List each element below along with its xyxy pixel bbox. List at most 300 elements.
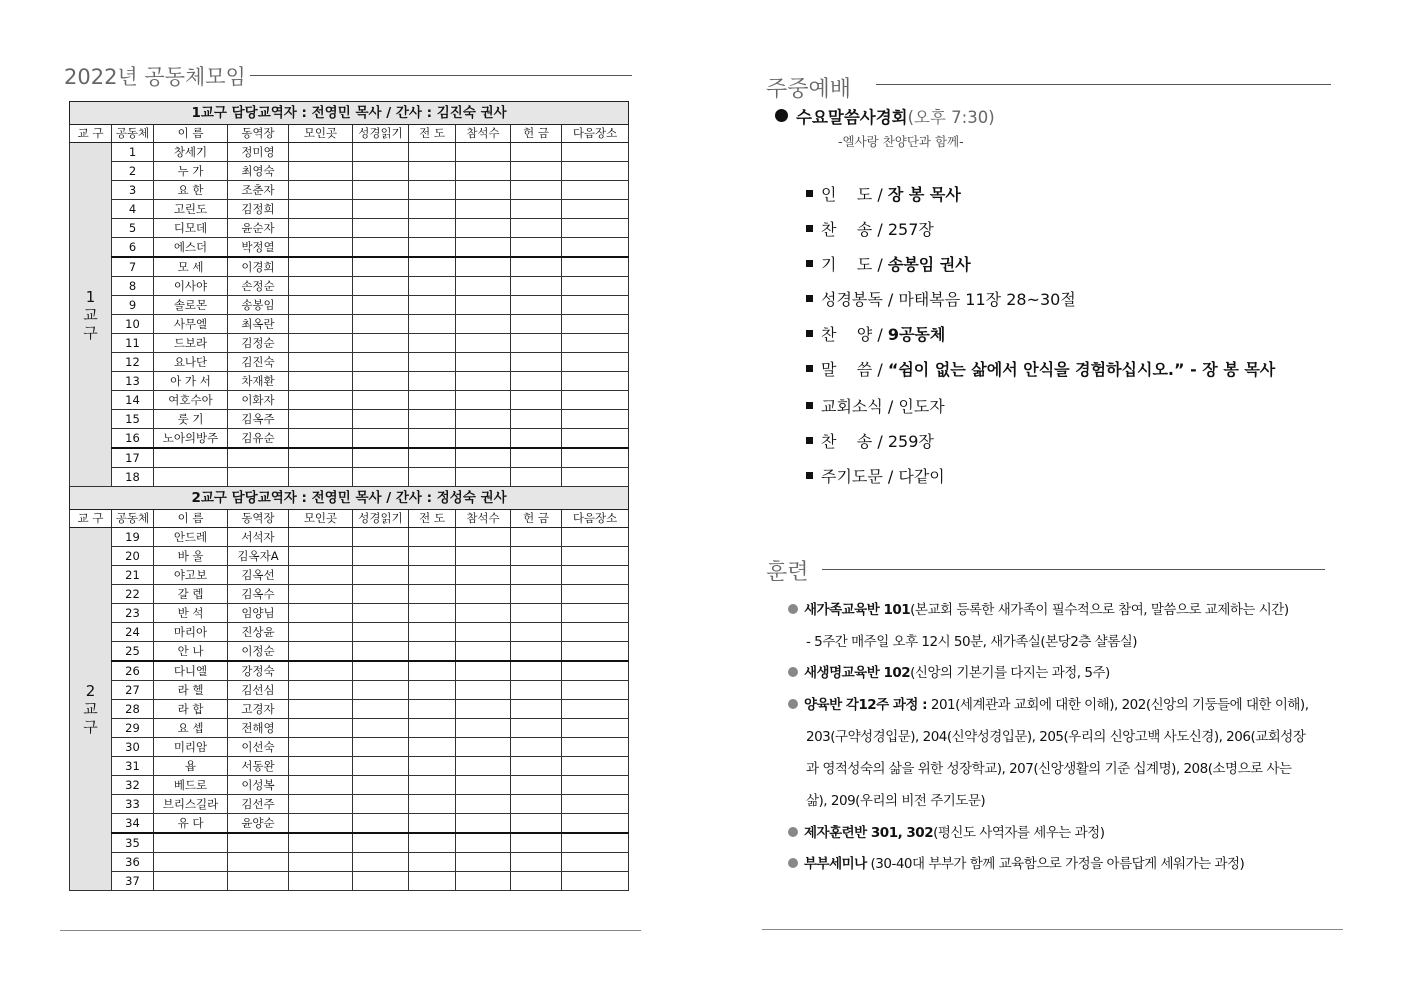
empty-cell[interactable] [289,623,353,642]
empty-cell[interactable] [353,162,409,181]
empty-cell[interactable] [511,143,562,162]
empty-cell[interactable] [511,219,562,238]
empty-cell[interactable] [511,853,562,872]
empty-cell[interactable] [511,757,562,776]
empty-cell[interactable] [456,833,511,853]
district-label-char: 교 [83,305,98,324]
empty-cell[interactable] [511,238,562,258]
empty-cell[interactable] [562,334,629,353]
empty-cell[interactable] [353,738,409,757]
table-row [70,315,629,334]
empty-cell[interactable] [511,257,562,277]
empty-cell[interactable] [289,681,353,700]
empty-cell[interactable] [289,315,353,334]
empty-cell[interactable] [511,334,562,353]
empty-cell[interactable] [289,448,353,468]
empty-cell[interactable] [511,162,562,181]
empty-cell[interactable] [409,604,456,623]
order-item: 주기도문 / 다같이 [806,464,945,487]
empty-cell[interactable] [562,661,629,681]
empty-cell[interactable] [353,872,409,891]
cell-leader: 이정순 [228,642,289,662]
order-value: 마태복음 11장 28~30절 [898,290,1076,309]
empty-cell[interactable] [562,566,629,585]
empty-cell[interactable] [562,277,629,296]
empty-cell[interactable] [456,468,511,487]
empty-cell[interactable] [409,448,456,468]
empty-cell[interactable] [562,776,629,795]
empty-cell[interactable] [456,872,511,891]
empty-cell[interactable] [353,448,409,468]
empty-cell[interactable] [353,528,409,547]
empty-cell[interactable] [562,315,629,334]
empty-cell[interactable] [353,585,409,604]
empty-cell[interactable] [353,219,409,238]
empty-cell[interactable] [409,566,456,585]
empty-cell[interactable] [353,700,409,719]
cell-no: 16 [112,429,154,449]
empty-cell[interactable] [409,814,456,834]
empty-cell[interactable] [562,585,629,604]
empty-cell[interactable] [289,200,353,219]
empty-cell[interactable] [456,642,511,662]
empty-cell[interactable] [409,719,456,738]
service-time: (오후 7:30) [907,108,995,127]
empty-cell[interactable] [289,661,353,681]
empty-cell[interactable] [409,872,456,891]
cell-name: 마리아 [154,623,228,642]
empty-cell[interactable] [353,429,409,449]
cell-name: 안드레 [154,528,228,547]
cell-leader: 고경자 [228,700,289,719]
empty-cell[interactable] [456,814,511,834]
order-item: 말 씀 / “쉼이 없는 삶에서 안식을 경험하십시오.” - 장 봉 목사 [806,357,1275,380]
empty-cell[interactable] [289,296,353,315]
empty-cell[interactable] [511,181,562,200]
empty-cell[interactable] [562,719,629,738]
empty-cell[interactable] [353,200,409,219]
cell-name: 욥 [154,757,228,776]
empty-cell[interactable] [562,547,629,566]
order-item: 인 도 / 장 봉 목사 [806,182,961,205]
empty-cell[interactable] [289,468,353,487]
column-header: 동역장 [228,125,289,143]
empty-cell[interactable] [511,296,562,315]
empty-cell[interactable] [456,776,511,795]
empty-cell[interactable] [353,833,409,853]
empty-cell[interactable] [456,162,511,181]
empty-cell[interactable] [289,795,353,814]
empty-cell[interactable] [353,372,409,391]
empty-cell[interactable] [562,814,629,834]
empty-cell[interactable] [289,277,353,296]
empty-cell[interactable] [409,162,456,181]
empty-cell[interactable] [511,872,562,891]
empty-cell[interactable] [511,528,562,547]
training-item [806,789,985,809]
empty-cell[interactable] [289,353,353,372]
cell-no: 33 [112,795,154,814]
empty-cell[interactable] [562,642,629,662]
empty-cell[interactable] [562,181,629,200]
empty-cell[interactable] [289,547,353,566]
empty-cell[interactable] [456,700,511,719]
cell-name: 고린도 [154,200,228,219]
empty-cell[interactable] [562,219,629,238]
order-item: 찬 양 / 9공동체 [806,322,945,345]
empty-cell[interactable] [562,200,629,219]
cell-no: 3 [112,181,154,200]
empty-cell[interactable] [511,738,562,757]
empty-cell[interactable] [456,277,511,296]
cell-no: 20 [112,547,154,566]
empty-cell[interactable] [511,642,562,662]
empty-cell[interactable] [289,585,353,604]
empty-cell[interactable] [562,410,629,429]
empty-cell[interactable] [562,700,629,719]
empty-cell[interactable] [456,238,511,258]
empty-cell[interactable] [456,795,511,814]
empty-cell[interactable] [409,372,456,391]
cell-name: 노아의방주 [154,429,228,449]
empty-cell[interactable] [353,391,409,410]
empty-cell[interactable] [562,795,629,814]
column-header: 전 도 [409,510,456,528]
cell-name: 베드로 [154,776,228,795]
empty-cell[interactable] [456,334,511,353]
cell-no: 18 [112,468,154,487]
empty-cell[interactable] [289,738,353,757]
empty-cell[interactable] [456,853,511,872]
empty-cell[interactable] [562,162,629,181]
empty-cell[interactable] [409,277,456,296]
cell-no: 31 [112,757,154,776]
cell-leader: 정미영 [228,143,289,162]
empty-cell[interactable] [353,661,409,681]
square-bullet-icon [806,225,813,232]
cell-leader: 김옥선 [228,566,289,585]
empty-cell[interactable] [409,334,456,353]
empty-cell[interactable] [511,372,562,391]
empty-cell[interactable] [456,566,511,585]
empty-cell[interactable] [289,372,353,391]
empty-cell[interactable] [562,448,629,468]
empty-cell[interactable] [289,566,353,585]
empty-cell[interactable] [511,468,562,487]
empty-cell[interactable] [456,623,511,642]
empty-cell[interactable] [456,410,511,429]
empty-cell[interactable] [289,429,353,449]
empty-cell[interactable] [456,757,511,776]
empty-cell[interactable] [456,372,511,391]
cell-no: 23 [112,604,154,623]
cell-name [154,448,228,468]
table-row [70,219,629,238]
empty-cell[interactable] [511,277,562,296]
empty-cell[interactable] [562,296,629,315]
empty-cell[interactable] [409,410,456,429]
empty-cell[interactable] [409,528,456,547]
cell-leader: 조춘자 [228,181,289,200]
empty-cell[interactable] [409,296,456,315]
cell-name: 미리암 [154,738,228,757]
empty-cell[interactable] [353,353,409,372]
empty-cell[interactable] [409,181,456,200]
district-header: 2교구 담당교역자 : 전영민 목사 / 간사 : 정성숙 권사 [70,487,629,510]
order-value: 인도자 [898,397,945,416]
empty-cell[interactable] [289,757,353,776]
cell-leader [228,833,289,853]
empty-cell[interactable] [562,391,629,410]
empty-cell[interactable] [562,833,629,853]
empty-cell[interactable] [353,642,409,662]
order-item: 찬 송 / 257장 [806,217,934,240]
empty-cell[interactable] [562,872,629,891]
cell-name: 솔로몬 [154,296,228,315]
empty-cell[interactable] [562,353,629,372]
empty-cell[interactable] [511,566,562,585]
empty-cell[interactable] [353,143,409,162]
empty-cell[interactable] [353,238,409,258]
empty-cell[interactable] [289,143,353,162]
empty-cell[interactable] [289,528,353,547]
empty-cell[interactable] [409,429,456,449]
empty-cell[interactable] [353,795,409,814]
empty-cell[interactable] [511,795,562,814]
empty-cell[interactable] [353,296,409,315]
cell-no: 22 [112,585,154,604]
empty-cell[interactable] [562,757,629,776]
empty-cell[interactable] [511,719,562,738]
cell-no: 2 [112,162,154,181]
empty-cell[interactable] [456,585,511,604]
empty-cell[interactable] [353,757,409,776]
empty-cell[interactable] [409,315,456,334]
circle-bullet-icon [788,667,798,677]
empty-cell[interactable] [353,814,409,834]
empty-cell[interactable] [409,738,456,757]
empty-cell[interactable] [409,700,456,719]
empty-cell[interactable] [409,661,456,681]
empty-cell[interactable] [289,604,353,623]
empty-cell[interactable] [353,257,409,277]
empty-cell[interactable] [562,429,629,449]
empty-cell[interactable] [289,719,353,738]
training-desc: (본교회 등록한 새가족이 필수적으로 참여, 말씀으로 교제하는 시간) [910,602,1289,618]
empty-cell[interactable] [456,315,511,334]
empty-cell[interactable] [562,853,629,872]
empty-cell[interactable] [409,200,456,219]
cell-name [154,853,228,872]
empty-cell[interactable] [562,468,629,487]
empty-cell[interactable] [562,528,629,547]
empty-cell[interactable] [289,776,353,795]
empty-cell[interactable] [409,238,456,258]
table-row [70,738,629,757]
empty-cell[interactable] [511,315,562,334]
empty-cell[interactable] [353,277,409,296]
table-row [70,162,629,181]
empty-cell[interactable] [456,661,511,681]
empty-cell[interactable] [353,566,409,585]
column-header: 다음장소 [562,510,629,528]
empty-cell[interactable] [409,642,456,662]
table-row [70,853,629,872]
empty-cell[interactable] [409,585,456,604]
empty-cell[interactable] [289,872,353,891]
empty-cell[interactable] [289,162,353,181]
district-label-char: 구 [83,718,98,736]
empty-cell[interactable] [511,200,562,219]
empty-cell[interactable] [409,391,456,410]
empty-cell[interactable] [456,738,511,757]
column-header: 모인곳 [289,125,353,143]
empty-cell[interactable] [511,353,562,372]
empty-cell[interactable] [409,257,456,277]
empty-cell[interactable] [511,776,562,795]
empty-cell[interactable] [353,334,409,353]
order-value: 259장 [887,432,934,451]
empty-cell[interactable] [353,181,409,200]
table-row [70,181,629,200]
cell-name: 브리스길라 [154,795,228,814]
empty-cell[interactable] [409,795,456,814]
empty-cell[interactable] [511,391,562,410]
square-bullet-icon [806,295,813,302]
empty-cell[interactable] [562,257,629,277]
empty-cell[interactable] [456,528,511,547]
empty-cell[interactable] [456,353,511,372]
empty-cell[interactable] [511,661,562,681]
empty-cell[interactable] [353,468,409,487]
order-item: 성경봉독 / 마태복음 11장 28~30절 [806,287,1076,310]
table-row [70,296,629,315]
empty-cell[interactable] [409,853,456,872]
empty-cell[interactable] [353,623,409,642]
empty-cell[interactable] [562,604,629,623]
empty-cell[interactable] [456,219,511,238]
column-header: 이 름 [154,510,228,528]
training-item [788,852,1244,872]
column-header: 공동체 [112,510,154,528]
empty-cell[interactable] [409,776,456,795]
cell-name: 요나단 [154,353,228,372]
empty-cell[interactable] [353,853,409,872]
empty-cell[interactable] [353,410,409,429]
empty-cell[interactable] [353,315,409,334]
column-header: 헌 금 [511,510,562,528]
empty-cell[interactable] [511,604,562,623]
empty-cell[interactable] [289,853,353,872]
empty-cell[interactable] [289,334,353,353]
empty-cell[interactable] [289,814,353,834]
cell-no: 25 [112,642,154,662]
empty-cell[interactable] [409,219,456,238]
empty-cell[interactable] [409,547,456,566]
cell-leader: 박정열 [228,238,289,258]
empty-cell[interactable] [409,468,456,487]
empty-cell[interactable] [353,719,409,738]
empty-cell[interactable] [562,738,629,757]
empty-cell[interactable] [289,700,353,719]
empty-cell[interactable] [456,296,511,315]
table-row [70,143,629,162]
table-row [70,257,629,277]
table-row [70,410,629,429]
empty-cell[interactable] [289,391,353,410]
cell-name: 안 나 [154,642,228,662]
empty-cell[interactable] [511,429,562,449]
right-bottom-rule [762,929,1343,930]
cell-name: 요 한 [154,181,228,200]
empty-cell[interactable] [511,410,562,429]
empty-cell[interactable] [289,238,353,258]
cell-no: 14 [112,391,154,410]
cell-no: 37 [112,872,154,891]
empty-cell[interactable] [409,757,456,776]
empty-cell[interactable] [409,623,456,642]
empty-cell[interactable] [353,547,409,566]
empty-cell[interactable] [511,585,562,604]
empty-cell[interactable] [289,181,353,200]
empty-cell[interactable] [456,429,511,449]
empty-cell[interactable] [456,391,511,410]
empty-cell[interactable] [511,700,562,719]
empty-cell[interactable] [289,257,353,277]
empty-cell[interactable] [562,372,629,391]
empty-cell[interactable] [511,547,562,566]
empty-cell[interactable] [511,814,562,834]
empty-cell[interactable] [409,833,456,853]
cell-no: 36 [112,853,154,872]
empty-cell[interactable] [456,143,511,162]
empty-cell[interactable] [409,681,456,700]
empty-cell[interactable] [562,143,629,162]
empty-cell[interactable] [289,642,353,662]
empty-cell[interactable] [289,410,353,429]
empty-cell[interactable] [353,681,409,700]
empty-cell[interactable] [562,681,629,700]
empty-cell[interactable] [456,547,511,566]
empty-cell[interactable] [511,623,562,642]
empty-cell[interactable] [409,143,456,162]
empty-cell[interactable] [511,833,562,853]
empty-cell[interactable] [456,448,511,468]
empty-cell[interactable] [353,604,409,623]
cell-name [154,872,228,891]
empty-cell[interactable] [456,200,511,219]
cell-leader [228,468,289,487]
empty-cell[interactable] [289,833,353,853]
square-bullet-icon [806,330,813,337]
empty-cell[interactable] [456,719,511,738]
empty-cell[interactable] [456,604,511,623]
empty-cell[interactable] [289,219,353,238]
empty-cell[interactable] [456,257,511,277]
empty-cell[interactable] [409,353,456,372]
empty-cell[interactable] [562,623,629,642]
empty-cell[interactable] [511,681,562,700]
empty-cell[interactable] [511,448,562,468]
cell-name: 바 울 [154,547,228,566]
cell-leader: 김정순 [228,334,289,353]
empty-cell[interactable] [353,776,409,795]
empty-cell[interactable] [562,238,629,258]
empty-cell[interactable] [456,181,511,200]
cell-name: 요 셉 [154,719,228,738]
order-label: 기 도 [821,255,873,274]
empty-cell[interactable] [456,681,511,700]
